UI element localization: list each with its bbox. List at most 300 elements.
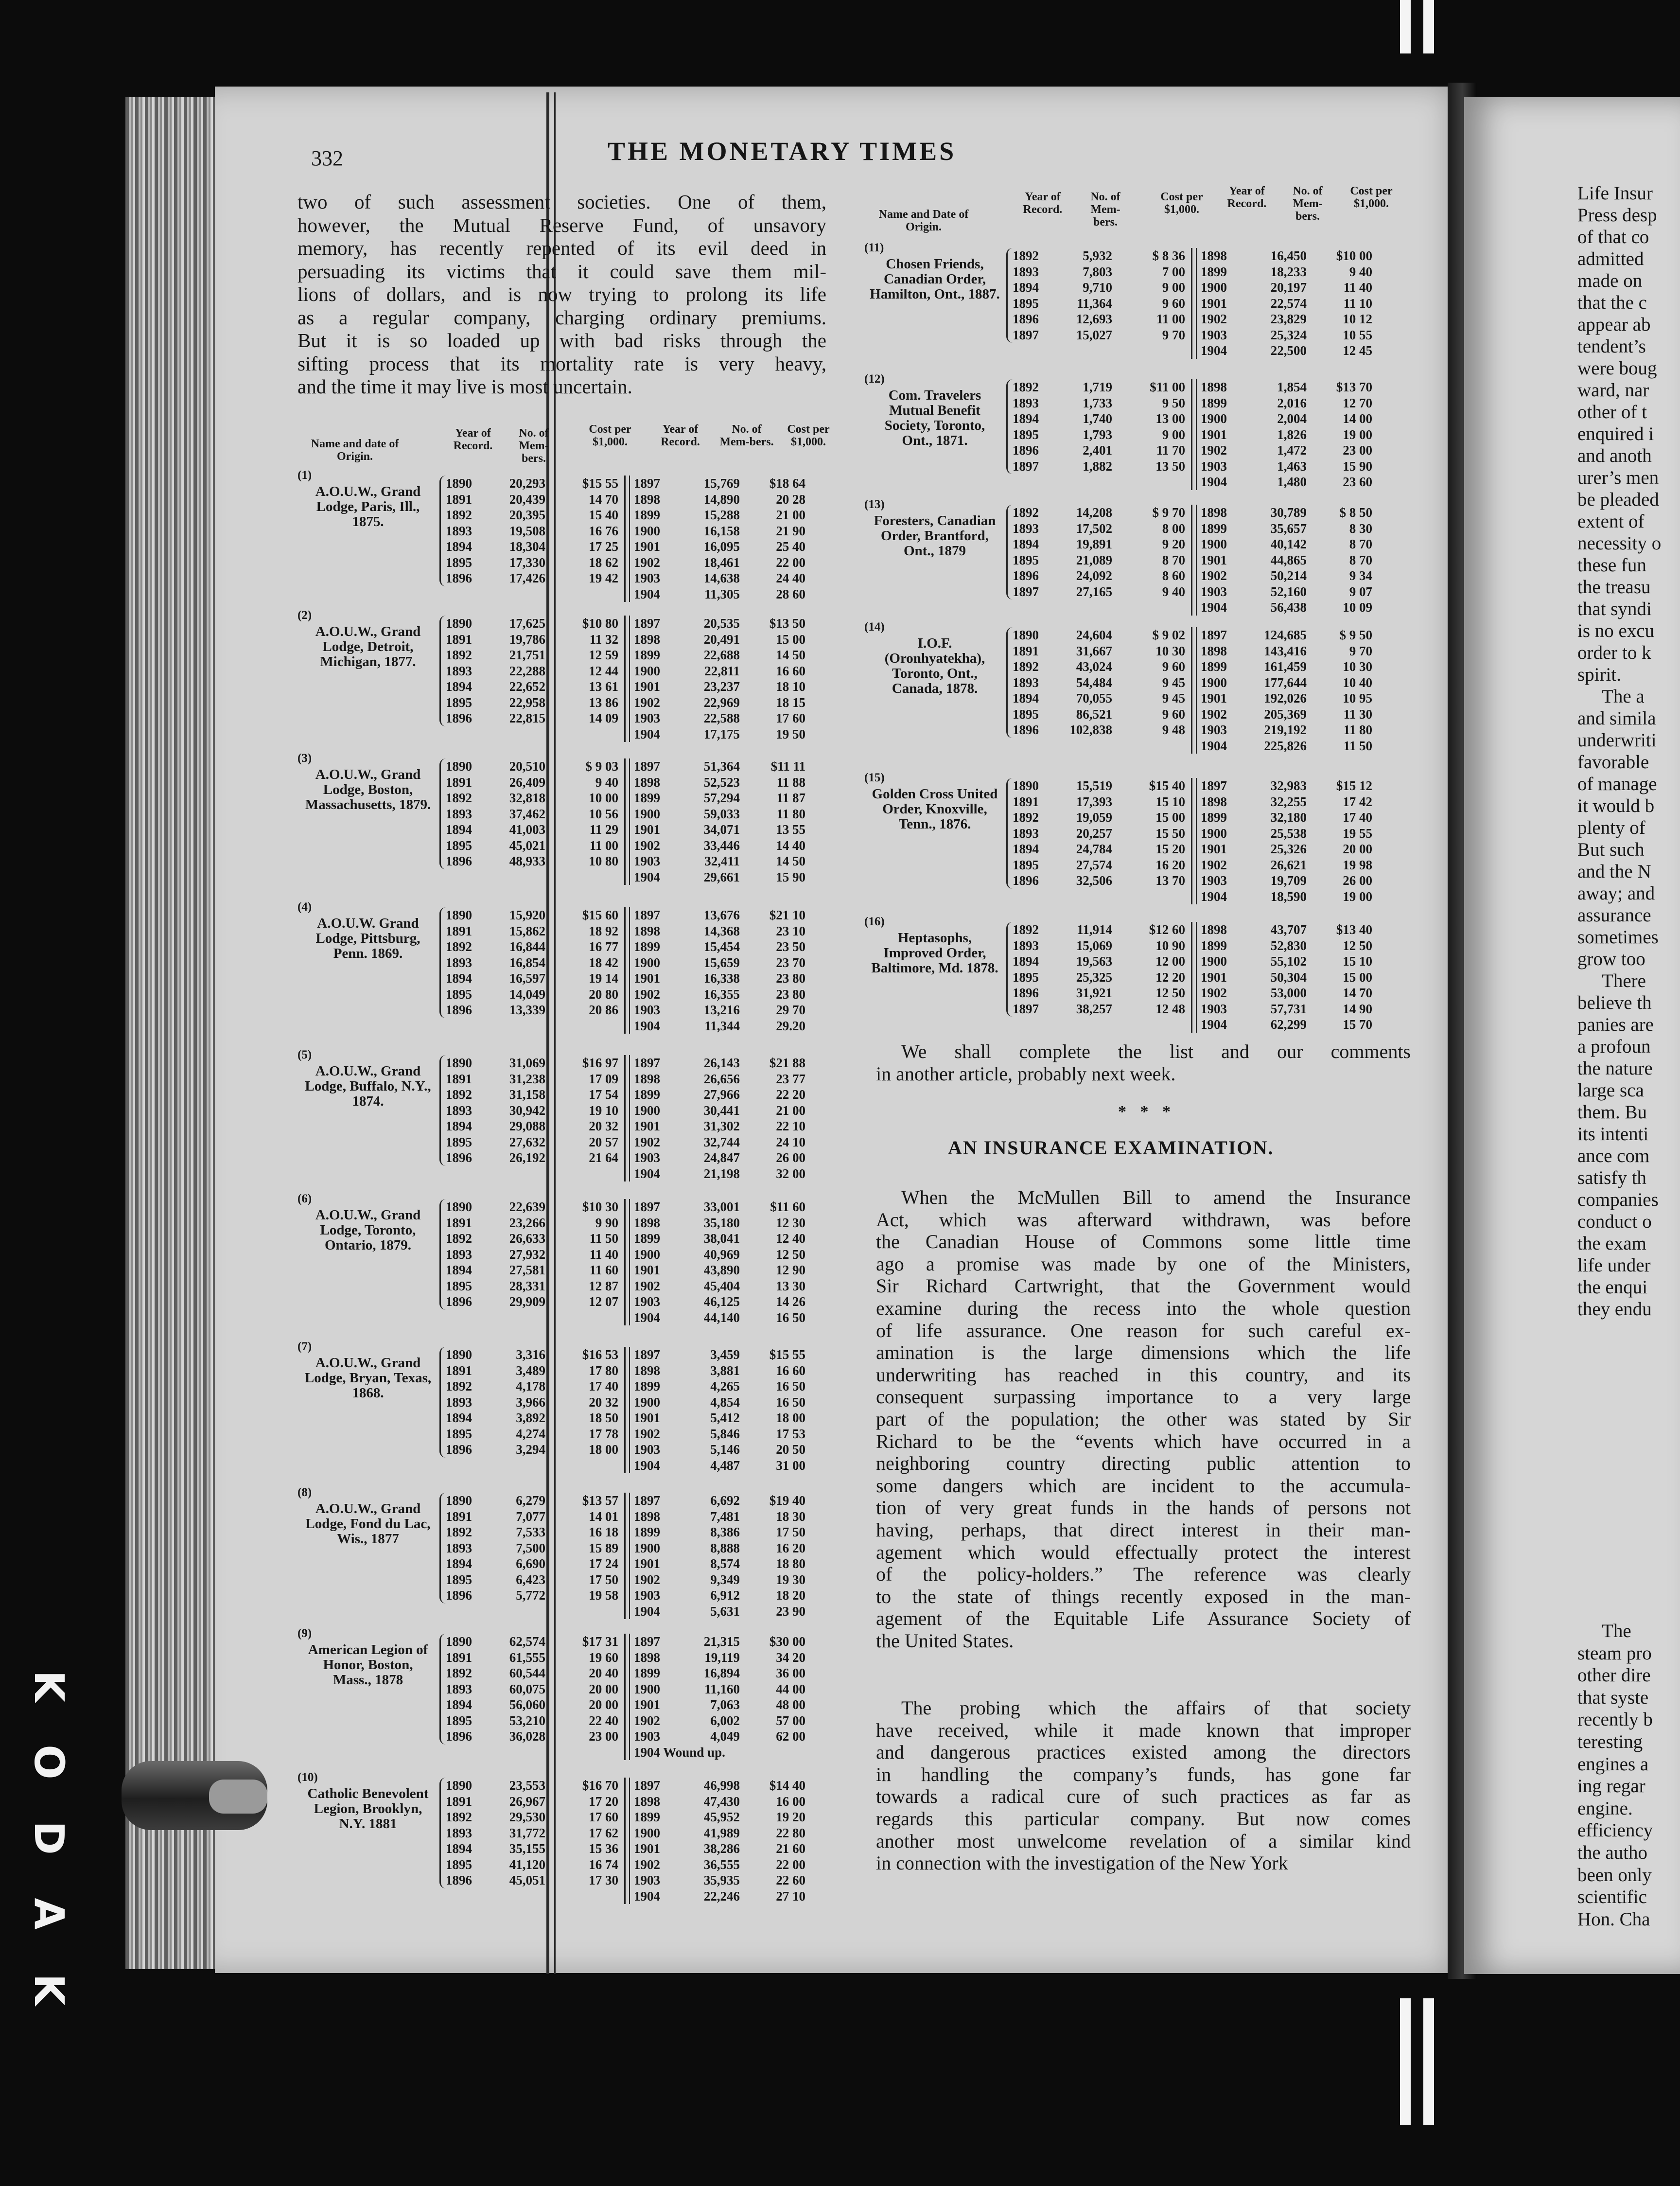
- text-line: life under: [1577, 1255, 1651, 1276]
- row-brace: [1006, 627, 1013, 738]
- text-line: the United States.: [876, 1629, 1014, 1652]
- year-column-2: 1898 1899 1900 1901 1902 1903 1904: [1201, 380, 1227, 489]
- cost-column-2: $13 40 12 50 15 10 15 00 14 70 14 90 15 70: [1336, 922, 1372, 1032]
- text-line: having, perhaps, that direct interest in their man-: [876, 1518, 1411, 1541]
- column-rule: [624, 1347, 626, 1473]
- row-brace: [1006, 778, 1013, 889]
- society-number: (4): [298, 900, 312, 914]
- intro-paragraph: [298, 191, 826, 399]
- right-col-header-year-2: Year of Record.: [1227, 185, 1267, 210]
- text-line: the exam: [1577, 1233, 1646, 1254]
- members-column-2: 51,364 52,523 57,294 59,033 34,071 33,446 32,411 29,661: [703, 759, 740, 884]
- row-brace: [439, 1634, 446, 1745]
- text-line: favorable: [1577, 752, 1649, 773]
- text-line: plenty of: [1577, 817, 1645, 838]
- text-line: is no excu: [1577, 620, 1655, 641]
- text-line: ance com: [1577, 1146, 1650, 1166]
- right-col-header-cost-2: Cost per $1,000.: [1350, 185, 1393, 210]
- year-column: 1890 1891 1892 1893 1894 1895 1896: [446, 1056, 472, 1165]
- text-line: tion of very great funds in the hands of persons not: [876, 1497, 1411, 1519]
- cost-column-2: $ 9 50 9 70 10 30 10 40 10 95 11 30 11 80 11 50: [1339, 628, 1372, 753]
- text-line: in handling the company’s funds, has gone far: [876, 1763, 1411, 1785]
- right-col-header-members-2: No. of Mem-bers.: [1293, 185, 1323, 223]
- right-col-header-cost: Cost per $1,000.: [1160, 191, 1203, 216]
- text-line: engines a: [1577, 1753, 1649, 1775]
- text-line: amination is the large dimensions which the life: [876, 1341, 1411, 1364]
- column-rule: [1196, 505, 1197, 616]
- text-line: have received, while it made known that improper: [876, 1719, 1411, 1741]
- members-column-2: 3,459 3,881 4,265 4,854 5,412 5,846 5,146 4,487: [710, 1347, 740, 1473]
- society-number: (12): [864, 372, 885, 386]
- column-rule: [624, 1199, 626, 1325]
- year-column: 1890 1891 1892 1893 1894 1895 1896: [446, 1347, 472, 1457]
- text-line: There: [1602, 970, 1646, 991]
- cost-column-2: $15 55 16 60 16 50 16 50 18 00 17 53 20 50 31 00: [769, 1347, 805, 1473]
- kodak-letter: A: [25, 1898, 73, 1930]
- column-rule: [1196, 778, 1197, 904]
- year-column: 1890 1891 1892 1893 1894 1895 1896: [1013, 628, 1039, 737]
- text-line: urer’s men: [1577, 467, 1659, 488]
- cost-column: $15 55 14 70 15 40 16 76 17 25 18 62 19 42: [582, 476, 618, 585]
- text-line: extent of: [1577, 511, 1645, 532]
- year-column-2: 1897 1898 1899 1900 1901 1902 1903 1904: [1201, 778, 1227, 904]
- members-column: 23,553 26,967 29,530 31,772 35,155 41,120 45,051: [509, 1778, 545, 1887]
- column-rule: [629, 1778, 630, 1904]
- text-line: that syndi: [1577, 599, 1652, 619]
- cost-column: $16 70 17 20 17 60 17 62 15 36 16 74 17 30: [582, 1778, 618, 1887]
- text-line: large sca: [1577, 1080, 1644, 1101]
- cost-column-2: $13 50 15 00 14 50 16 60 18 10 18 15 17 60 19 50: [769, 616, 805, 741]
- members-column: 5,932 7,803 9,710 11,364 12,693 15,027: [1076, 248, 1112, 342]
- cost-column-2: $21 10 23 10 23 50 23 70 23 80 23 80 29 70 29.20: [769, 908, 805, 1033]
- text-line: satisfy th: [1577, 1167, 1646, 1188]
- column-rule: [624, 758, 626, 885]
- year-column: 1890 1891 1892 1893 1894 1895 1896: [446, 1199, 472, 1309]
- text-line: of the policy-holders.” The reference was clearly: [876, 1563, 1411, 1586]
- year-column-2: 1897 1898 1899 1900 1901 1902 1903 1904: [634, 1778, 660, 1904]
- members-column-2: 13,676 14,368 15,454 15,659 16,338 16,355 13,216 11,344: [703, 908, 740, 1033]
- text-line: consequent surpassing importance to a very large: [876, 1386, 1411, 1408]
- col-header-year-2: Year of Record.: [661, 423, 700, 448]
- year-column-2: 1897 1898 1899 1900 1901 1902 1903 1904: [634, 1199, 660, 1325]
- year-column: 1890 1891 1892 1893 1894 1895 1896: [446, 1634, 472, 1744]
- text-line: steam pro: [1577, 1642, 1652, 1664]
- year-column-2: 1897 1898 1899 1900 1901 1902 1903 1904: [634, 1493, 660, 1619]
- cost-column: $ 8 36 7 00 9 00 9 60 11 00 9 70: [1152, 248, 1185, 342]
- kodak-letter: D: [25, 1821, 73, 1855]
- text-line: these fun: [1577, 555, 1646, 576]
- cost-column: $13 57 14 01 16 18 15 89 17 24 17 50 19 58: [582, 1493, 618, 1603]
- society-name: Heptasophs, Improved Order, Baltimore, Md. 1878.: [871, 930, 998, 976]
- text-line: The: [1602, 1621, 1631, 1641]
- text-line: and the N: [1577, 861, 1651, 882]
- cost-column-2: $21 88 23 77 22 20 21 00 22 10 24 10 26 00 32 00: [769, 1056, 805, 1181]
- text-line: and dangerous practices existed among the directors: [876, 1741, 1411, 1763]
- column-rule: [1191, 379, 1192, 490]
- text-line: agement of the Equitable Life Assurance Society of: [876, 1607, 1411, 1630]
- year-column-2: 1897 1898 1899 1900 1901 1902 1903 1904: [634, 476, 660, 601]
- cost-column: $16 53 17 80 17 40 20 32 18 50 17 78 18 00: [582, 1347, 618, 1457]
- cost-column: $ 9 02 10 30 9 60 9 45 9 45 9 60 9 48: [1152, 628, 1185, 737]
- text-line: to the state of things recently exposed in the man-: [876, 1585, 1411, 1607]
- society-name: A.O.U.W., Grand Lodge, Detroit, Michigan, 1877.: [315, 624, 421, 670]
- year-column: 1890 1891 1892 1893 1894 1895 1896: [446, 759, 472, 868]
- society-name: Chosen Friends, Canadian Order, Hamilton, Ont., 1887.: [870, 256, 1000, 302]
- text-line: Hon. Cha: [1577, 1908, 1650, 1930]
- text-line: and simila: [1577, 708, 1656, 729]
- article-paragraph-2: [876, 1697, 1411, 1874]
- text-line: the autho: [1577, 1842, 1648, 1863]
- right-col-header-name: Name and Date of Origin.: [878, 208, 969, 233]
- text-line: scientific: [1577, 1886, 1647, 1908]
- column-rule: [624, 616, 626, 742]
- film-notch-top: [1400, 0, 1411, 53]
- society-name: A.O.U.W., Grand Lodge, Fond du Lac, Wis., 1877: [305, 1501, 431, 1547]
- cost-column-2: $ 8 50 8 30 8 70 8 70 9 34 9 07 10 09: [1339, 505, 1372, 615]
- text-line: the nature: [1577, 1058, 1653, 1079]
- year-column: 1890 1891 1892 1893 1894 1895 1896: [446, 908, 472, 1017]
- text-line: admitted: [1577, 248, 1644, 269]
- column-rule: [629, 758, 630, 885]
- column-rule: [1196, 627, 1197, 754]
- members-column-2: 1,854 2,016 2,004 1,826 1,472 1,463 1,480: [1277, 380, 1307, 489]
- text-line: persuading its victims that it could save them mil-: [298, 260, 826, 282]
- text-line: ago a promise was made by one of the Ministers,: [876, 1252, 1411, 1275]
- society-number: (5): [298, 1048, 312, 1061]
- column-rule: [624, 1493, 626, 1619]
- cost-column: $10 30 9 90 11 50 11 40 11 60 12 87 12 07: [582, 1199, 618, 1309]
- cost-column: $12 60 10 90 12 00 12 20 12 50 12 48: [1149, 922, 1185, 1016]
- text-line: of manage: [1577, 774, 1657, 794]
- text-line: they endu: [1577, 1299, 1652, 1320]
- society-name: A.O.U.W., Grand Lodge, Paris, Ill., 1875.: [315, 484, 421, 529]
- text-line: efficiency: [1577, 1820, 1653, 1841]
- members-column: 14,208 17,502 19,891 21,089 24,092 27,165: [1076, 505, 1112, 599]
- year-column-2: 1897 1898 1899 1900 1901 1902 1903 1904: [634, 1056, 660, 1181]
- row-brace: [1006, 248, 1013, 343]
- text-line: But it is so loaded up with bad risks through the: [298, 329, 826, 352]
- cost-column: $ 9 70 8 00 9 20 8 70 8 60 9 40: [1152, 505, 1185, 599]
- article-paragraph-1: [876, 1186, 1411, 1652]
- kodak-letter: K: [25, 1670, 73, 1702]
- kodak-letter: O: [25, 1745, 73, 1780]
- year-column: 1890 1891 1892 1893 1894 1895 1896: [446, 616, 472, 725]
- text-line: sifting process that its mortality rate is very heavy,: [298, 352, 826, 375]
- society-name: A.O.U.W., Grand Lodge, Bryan, Texas, 1868.: [304, 1355, 432, 1401]
- kodak-film-marker: [11, 1648, 73, 2027]
- text-line: The a: [1602, 686, 1645, 707]
- society-number: (9): [298, 1627, 312, 1640]
- text-line: the enqui: [1577, 1277, 1648, 1298]
- text-line: grow too: [1577, 949, 1645, 970]
- year-column-2: 1897 1898 1899 1900 1901 1902 1903 1904: [634, 616, 660, 741]
- text-line: as a regular company, charging ordinary premiums.: [298, 306, 826, 329]
- text-line: examine during the recess into the whole question: [876, 1297, 1411, 1319]
- column-rule: [629, 1493, 630, 1619]
- society-number: (14): [864, 620, 885, 634]
- text-line: been only: [1577, 1864, 1652, 1886]
- text-line: underwriti: [1577, 730, 1657, 751]
- members-column-2: 30,789 35,657 40,142 44,865 50,214 52,160 56,438: [1270, 505, 1307, 615]
- members-column-2: 124,685 143,416 161,459 177,644 192,026 205,369 219,192 225,826: [1264, 628, 1307, 753]
- text-line: appear ab: [1577, 314, 1651, 335]
- society-name: Catholic Benevolent Legion, Brooklyn, N.Y. 1881: [307, 1786, 429, 1832]
- row-brace: [439, 1055, 446, 1166]
- members-column: 24,604 31,667 43,024 54,484 70,055 86,521 102,838: [1069, 628, 1112, 737]
- text-line: however, the Mutual Reserve Fund, of unsavory: [298, 213, 826, 236]
- text-line: Sir Richard Cartwright, that the Government would: [876, 1275, 1411, 1297]
- text-line: underwriting has reached in this country, and its: [876, 1363, 1411, 1386]
- row-brace: [1006, 505, 1013, 599]
- right-page-text: [1577, 182, 1680, 1320]
- kodak-letter: K: [25, 1974, 73, 2006]
- cost-column: $ 9 03 9 40 10 00 10 56 11 29 11 00 10 80: [585, 759, 618, 868]
- text-line: recently b: [1577, 1709, 1653, 1730]
- members-column: 3,316 3,489 4,178 3,966 3,892 4,274 3,294: [516, 1347, 545, 1457]
- row-brace: [439, 1493, 446, 1604]
- column-rule: [624, 476, 626, 602]
- members-column: 11,914 15,069 19,563 25,325 31,921 38,257: [1076, 922, 1112, 1016]
- film-notch-bottom-2: [1423, 1998, 1434, 2125]
- row-brace: [439, 616, 446, 726]
- cost-column-2: $13 70 12 70 14 00 19 00 23 00 15 90 23 60: [1336, 380, 1372, 489]
- text-line: agement which would effectually protect the interest: [876, 1541, 1411, 1563]
- members-column-2: 16,450 18,233 20,197 22,574 23,829 25,324 22,500: [1270, 248, 1307, 358]
- column-rule: [1191, 505, 1192, 616]
- society-number: (2): [298, 609, 312, 622]
- society-name: Golden Cross United Order, Knoxville, Tenn., 1876.: [872, 786, 998, 832]
- column-rule: [629, 476, 630, 602]
- cost-column: $15 60 18 92 16 77 18 42 19 14 20 80 20 86: [582, 908, 618, 1017]
- members-column: 17,625 19,786 21,751 22,288 22,652 22,958 22,815: [509, 616, 545, 725]
- members-column-2: 32,983 32,255 32,180 25,538 25,326 26,621 19,709 18,590: [1270, 778, 1307, 904]
- right-page-text-2: [1577, 1620, 1680, 1930]
- column-rule: [1196, 248, 1197, 359]
- column-rule: [1191, 778, 1192, 904]
- text-line: panies are: [1577, 1014, 1654, 1035]
- society-name: A.O.U.W., Grand Lodge, Toronto, Ontario, 1879.: [315, 1207, 421, 1253]
- text-line: a profoun: [1577, 1036, 1651, 1057]
- text-line: enquired i: [1577, 423, 1654, 444]
- year-column-2: 1897 1898 1899 1900 1901 1902 1903 1904: [634, 908, 660, 1033]
- row-brace: [439, 758, 446, 869]
- row-brace: [439, 1347, 446, 1458]
- row-brace: [439, 1778, 446, 1888]
- text-line: companies: [1577, 1189, 1659, 1210]
- text-line: another most unwelcome revelation of a similar kind: [876, 1830, 1411, 1852]
- text-line: the treasu: [1577, 577, 1651, 598]
- year-column: 1890 1891 1892 1893 1894 1895 1896: [446, 476, 472, 585]
- text-line: in connection with the investigation of the New York: [876, 1852, 1288, 1874]
- col-header-name: Name and date of Origin.: [311, 438, 399, 463]
- society-number: (7): [298, 1340, 312, 1353]
- text-line: in another article, probably next week.: [876, 1062, 1176, 1085]
- society-number: (6): [298, 1192, 312, 1205]
- society-number: (3): [298, 752, 312, 765]
- text-line: ing regar: [1577, 1776, 1645, 1797]
- cost-column: $11 00 9 50 13 00 9 00 11 70 13 50: [1150, 380, 1185, 474]
- col-header-cost: Cost per $1,000.: [589, 423, 631, 448]
- row-brace: [439, 1199, 446, 1310]
- cost-column-2: $11 11 11 88 11 87 11 80 13 55 14 40 14 50 15 90: [770, 759, 805, 884]
- row-brace: [439, 907, 446, 1018]
- members-column: 31,069 31,238 31,158 30,942 29,088 27,632 26,192: [509, 1056, 545, 1165]
- column-rule: [629, 1634, 630, 1760]
- right-col-header-year: Year of Record.: [1023, 191, 1063, 216]
- col-header-members-2: No. of Mem-bers.: [719, 423, 774, 448]
- text-line: Act, which was afterward withdrawn, was before: [876, 1208, 1411, 1231]
- column-rule: [1191, 627, 1192, 754]
- year-column: 1890 1891 1892 1893 1894 1895 1896: [446, 1778, 472, 1887]
- row-brace: [1006, 922, 1013, 1017]
- column-rule: [624, 1055, 626, 1181]
- col-header-year: Year of Record.: [453, 427, 493, 452]
- society-number: (8): [298, 1486, 312, 1499]
- article-title: AN INSURANCE EXAMINATION.: [948, 1137, 1274, 1159]
- text-line: sometimes: [1577, 927, 1659, 948]
- text-line: neighboring country directing public attention to: [876, 1452, 1411, 1475]
- society-number: (13): [864, 498, 885, 511]
- cost-column-2: $30 00 34 20 36 00 44 00 48 00 57 00 62 00: [769, 1634, 805, 1744]
- members-column-2: 26,143 26,656 27,966 30,441 31,302 32,744 24,847 21,198: [703, 1056, 740, 1181]
- members-column-2: 46,998 47,430 45,952 41,989 38,286 36,555 35,935 22,246: [703, 1778, 740, 1904]
- column-rule: [629, 1199, 630, 1325]
- text-line: towards a radical cure of such practices as far as: [876, 1785, 1411, 1808]
- members-column: 1,719 1,733 1,740 1,793 2,401 1,882: [1083, 380, 1112, 474]
- year-column: 1890 1891 1892 1893 1894 1895 1896: [446, 1493, 472, 1603]
- members-column-2: 33,001 35,180 38,041 40,969 43,890 45,404 46,125 44,140: [703, 1199, 740, 1325]
- text-line: lions of dollars, and is now trying to prolong its life: [298, 283, 826, 305]
- society-name: A.O.U.W., Grand Lodge, Buffalo, N.Y., 1874.: [305, 1063, 431, 1109]
- year-column-2: 1898 1899 1900 1901 1902 1903 1904: [1201, 248, 1227, 358]
- text-line: engine.: [1577, 1798, 1633, 1819]
- year-column: 1892 1893 1894 1895 1896 1897: [1013, 922, 1039, 1016]
- text-line: ward, nar: [1577, 380, 1649, 401]
- film-notch-top-2: [1423, 0, 1434, 53]
- members-column: 15,920 15,862 16,844 16,854 16,597 14,049 13,339: [509, 908, 545, 1017]
- members-column: 22,639 23,266 26,633 27,932 27,581 28,331 29,909: [509, 1199, 545, 1309]
- text-line: assurance: [1577, 905, 1651, 926]
- right-col-header-members: No. of Mem-bers.: [1090, 191, 1120, 229]
- cost-column: $17 31 19 60 20 40 20 00 20 00 22 40 23 00: [582, 1634, 618, 1744]
- members-column-2: 43,707 52,830 55,102 50,304 53,000 57,731 62,299: [1270, 922, 1307, 1032]
- column-rule: [629, 1347, 630, 1473]
- column-rule: [1191, 248, 1192, 359]
- society-name: A.O.U.W., Grand Lodge, Boston, Massachusetts, 1879.: [305, 767, 431, 812]
- text-line: that syste: [1577, 1687, 1649, 1708]
- text-line: regards this particular company. But now comes: [876, 1807, 1411, 1830]
- members-column: 6,279 7,077 7,533 7,500 6,690 6,423 5,772: [516, 1493, 545, 1603]
- text-line: it would b: [1577, 795, 1655, 816]
- text-line: some dangers which are incident to the accumula-: [876, 1474, 1411, 1497]
- row-brace: [1006, 379, 1013, 474]
- year-column: 1892 1893 1894 1895 1896 1897: [1013, 505, 1039, 599]
- text-line: the Canadian House of Commons some little time: [876, 1231, 1411, 1253]
- society-number: (15): [864, 771, 885, 784]
- column-rule: [629, 1055, 630, 1181]
- closing-note: [876, 1040, 1411, 1085]
- cost-column-2: $10 00 9 40 11 40 11 10 10 12 10 55 12 45: [1336, 248, 1372, 358]
- text-line: We shall complete the list and our comments: [901, 1040, 1411, 1062]
- text-line: that the c: [1577, 292, 1647, 313]
- column-rule: [629, 907, 630, 1034]
- year-column-2: 1897 1898 1899 1900 1901 1902 1903 1904 Wound up.: [634, 1634, 725, 1760]
- text-line: and anoth: [1577, 445, 1652, 466]
- column-rule: [629, 616, 630, 742]
- text-line: The probing which the affairs of that society: [901, 1697, 1411, 1719]
- text-line: believe th: [1577, 992, 1652, 1013]
- members-column: 62,574 61,555 60,544 60,075 56,060 53,210 36,028: [509, 1634, 545, 1744]
- text-line: conduct o: [1577, 1211, 1652, 1232]
- cost-column-2: $18 64 20 28 21 00 21 90 25 40 22 00 24 40 28 60: [769, 476, 805, 601]
- page-edges: [125, 97, 218, 1969]
- year-column: 1892 1893 1894 1895 1896 1897: [1013, 248, 1039, 342]
- text-line: two of such assessment societies. One of them,: [298, 191, 826, 213]
- text-line: of that co: [1577, 227, 1649, 247]
- society-number: (11): [864, 241, 884, 254]
- year-column-2: 1897 1898 1899 1900 1901 1902 1903 1904: [1201, 628, 1227, 753]
- society-number: (10): [298, 1771, 318, 1784]
- cost-column-2: $19 40 18 30 17 50 16 20 18 80 19 30 18 20 23 90: [769, 1493, 805, 1619]
- cost-column-2: $15 12 17 42 17 40 19 55 20 00 19 98 26 00 19 00: [1336, 778, 1372, 904]
- cost-column: $15 40 15 10 15 00 15 50 15 20 16 20 13 70: [1149, 778, 1185, 888]
- text-line: made on: [1577, 270, 1643, 291]
- text-line: Richard to be the “events which have occurred in a: [876, 1430, 1411, 1452]
- society-number: (16): [864, 915, 885, 928]
- year-column-2: 1897 1898 1899 1900 1901 1902 1903 1904: [634, 759, 660, 884]
- society-name: A.O.U.W. Grand Lodge, Pittsburg, Penn. 1869.: [315, 916, 420, 961]
- text-line: be pleaded: [1577, 489, 1659, 510]
- column-rule: [624, 1634, 626, 1760]
- text-line: its intenti: [1577, 1124, 1649, 1145]
- cost-column: $16 97 17 09 17 54 19 10 20 32 20 57 21 64: [582, 1056, 618, 1165]
- society-name: I.O.F. (Oronhyatekha), Toronto, Ont., Canada, 1878.: [884, 635, 985, 696]
- film-notch-bottom: [1400, 1998, 1411, 2125]
- page-number: 332: [311, 146, 343, 170]
- col-header-cost-2: Cost per $1,000.: [787, 423, 830, 448]
- cost-column-2: $11 60 12 30 12 40 12 50 12 90 13 30 14 26 16 50: [770, 1199, 805, 1325]
- text-line: When the McMullen Bill to amend the Insurance: [901, 1186, 1411, 1208]
- page-title: THE MONETARY TIMES: [608, 137, 957, 166]
- text-line: teresting: [1577, 1731, 1643, 1752]
- year-column-2: 1898 1899 1900 1901 1902 1903 1904: [1201, 505, 1227, 615]
- year-column-2: 1898 1899 1900 1901 1902 1903 1904: [1201, 922, 1227, 1032]
- year-column-2: 1897 1898 1899 1900 1901 1902 1903 1904: [634, 1347, 660, 1473]
- text-line: were boug: [1577, 358, 1657, 379]
- text-line: memory, has recently repented of its evil deed in: [298, 237, 826, 259]
- text-line: Life Insur: [1577, 183, 1653, 204]
- society-name: American Legion of Honor, Boston, Mass., 1878: [308, 1642, 428, 1688]
- members-column-2: 15,769 14,890 15,288 16,158 16,095 18,461 14,638 11,305: [703, 476, 740, 601]
- members-column-2: 6,692 7,481 8,386 8,888 8,574 9,349 6,912 5,631: [710, 1493, 740, 1619]
- text-line: Press desp: [1577, 205, 1657, 226]
- page-clip-highlight: [209, 1780, 267, 1814]
- row-brace: [439, 476, 446, 586]
- text-line: But such: [1577, 839, 1645, 860]
- text-line: part of the population; the other was stated by Sir: [876, 1408, 1411, 1430]
- society-number: (1): [298, 469, 312, 482]
- text-line: of life assurance. One reason for such careful ex-: [876, 1319, 1411, 1341]
- text-line: away; and: [1577, 883, 1655, 904]
- members-column: 15,519 17,393 19,059 20,257 24,784 27,574 32,506: [1076, 778, 1112, 888]
- section-separator: * * *: [1118, 1103, 1175, 1121]
- year-column: 1892 1893 1894 1895 1896 1897: [1013, 380, 1039, 474]
- members-column-2: 20,535 20,491 22,688 22,811 23,237 22,969 22,588 17,175: [703, 616, 740, 741]
- column-rule: [1196, 379, 1197, 490]
- text-line: spirit.: [1577, 664, 1621, 685]
- text-line: other of t: [1577, 402, 1647, 423]
- society-name: Com. Travelers Mutual Benefit Society, Toronto, Ont., 1871.: [884, 388, 985, 448]
